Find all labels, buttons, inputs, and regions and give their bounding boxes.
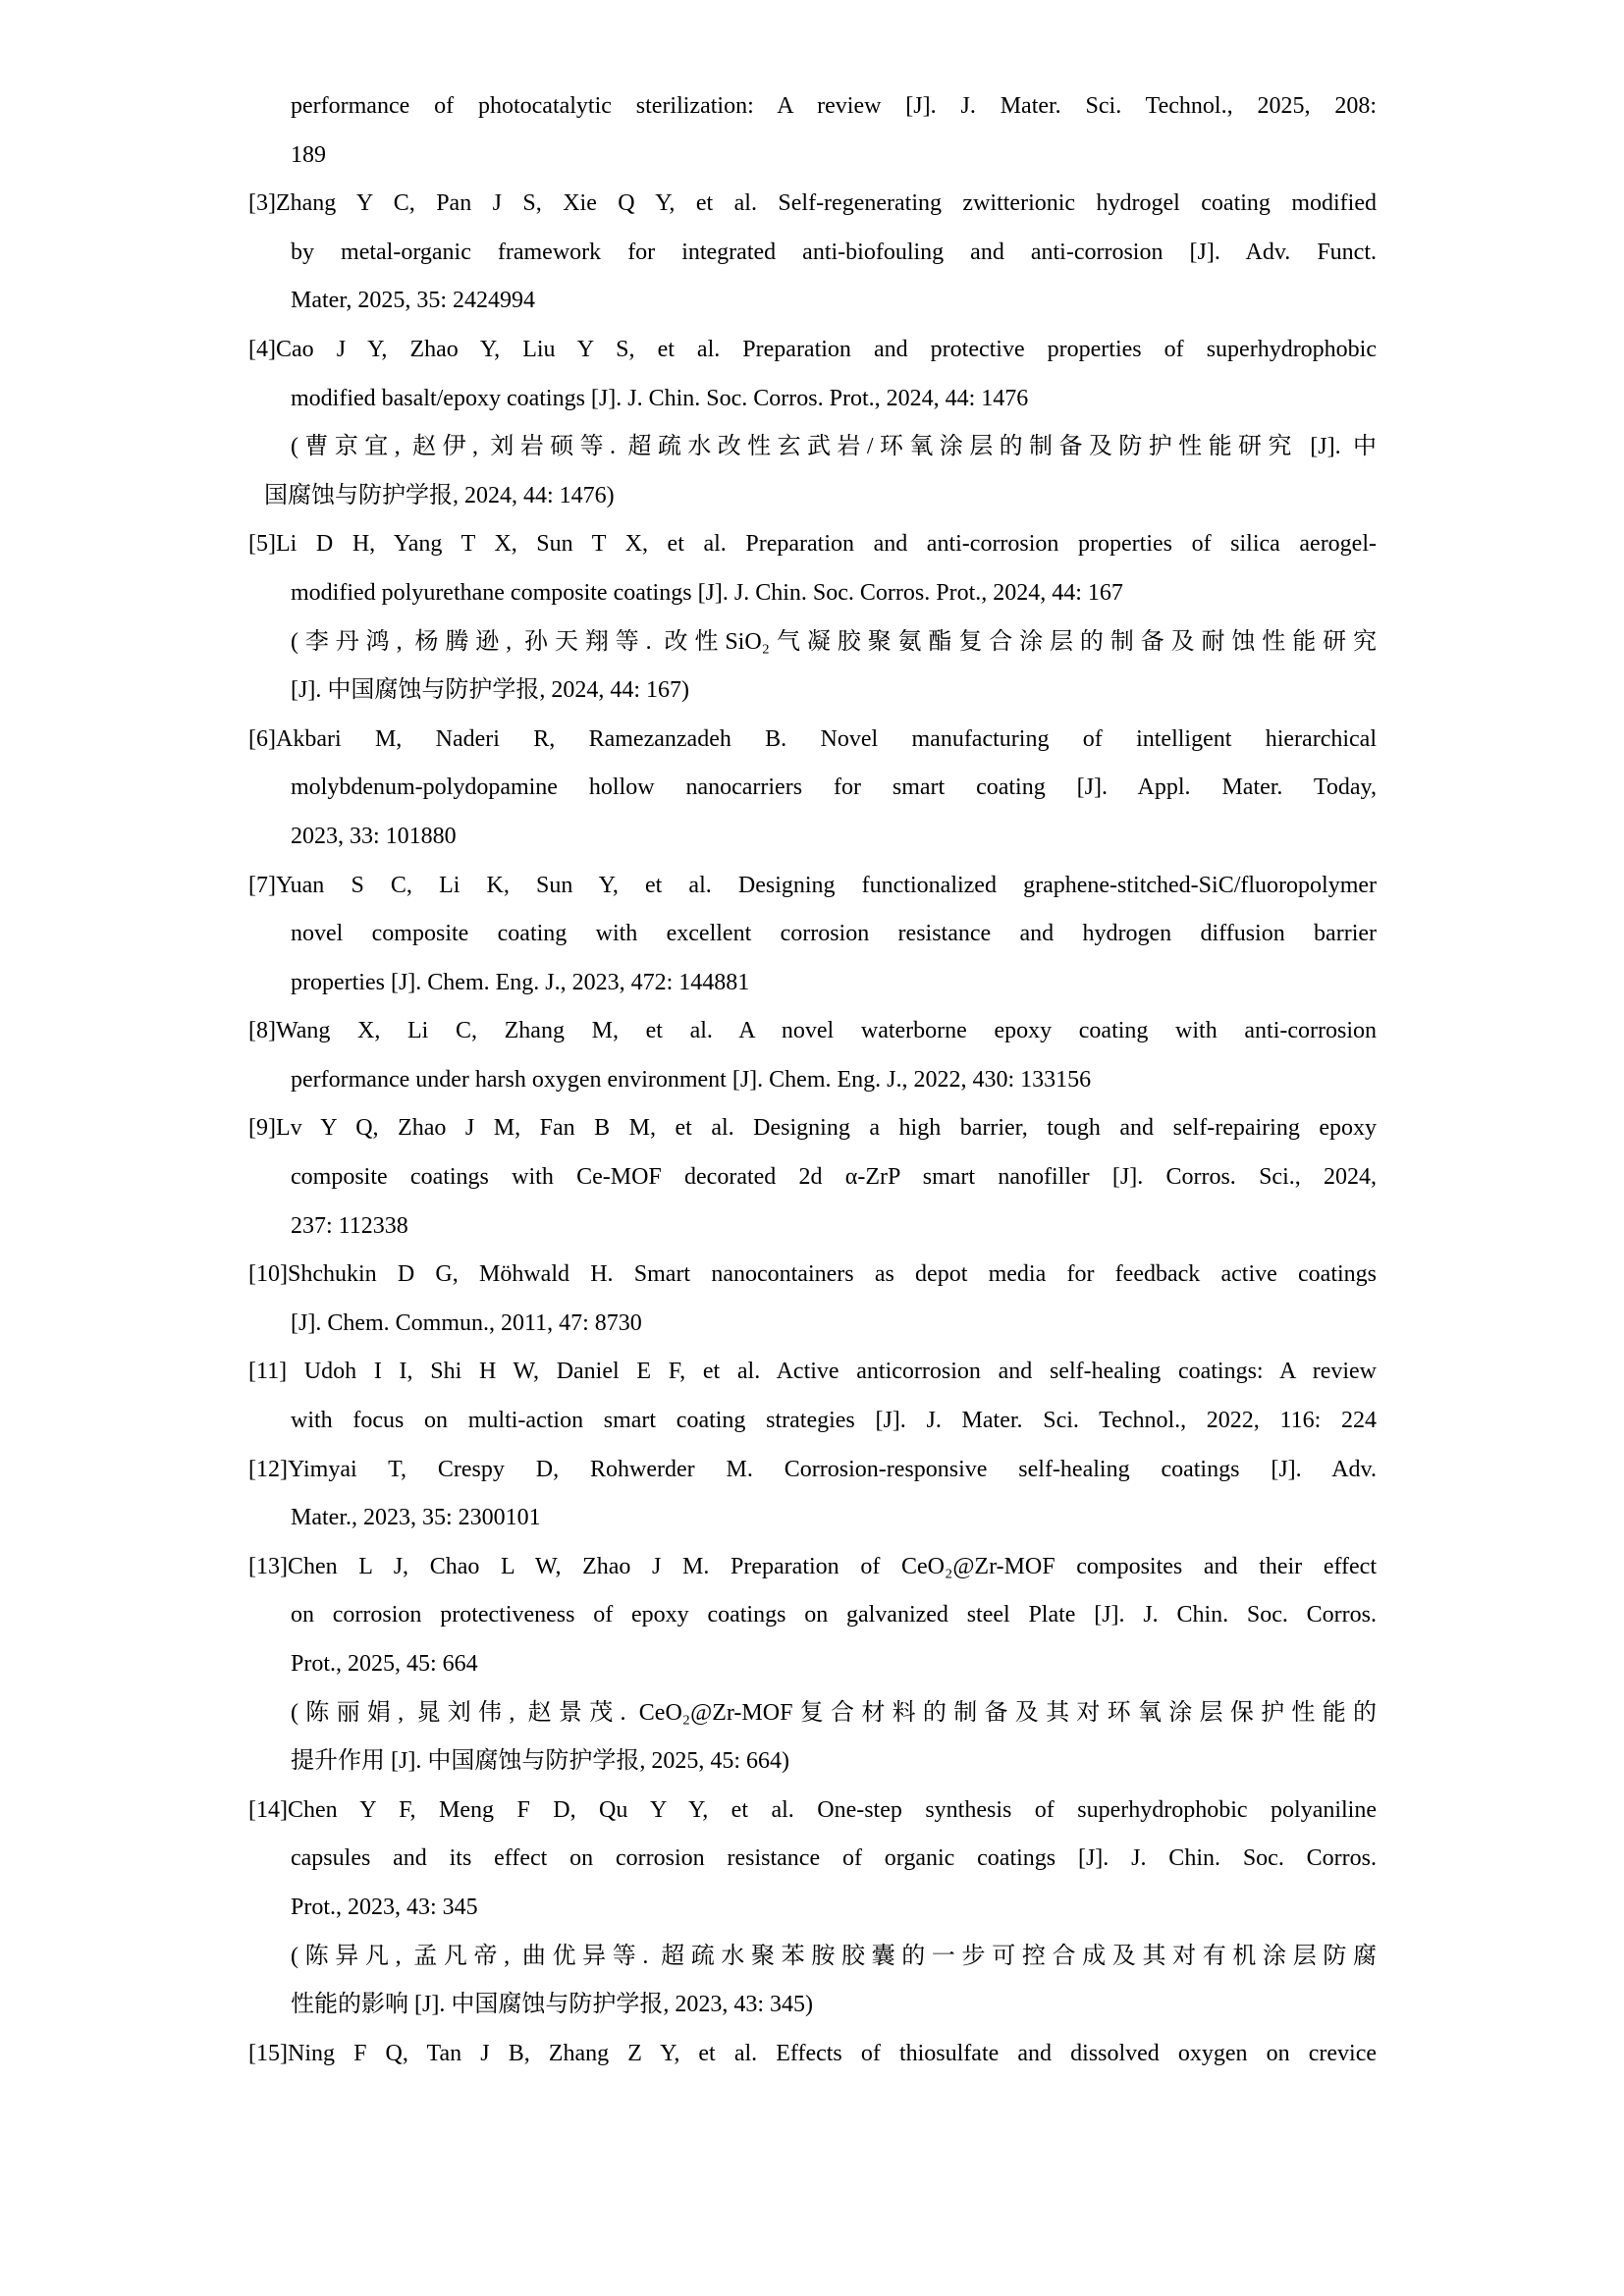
reference-line: [6]Akbari M, Naderi R, Ramezanzadeh B. Novel manufacturing of intelligent hierarchical — [248, 725, 1377, 752]
reference-item — [248, 180, 1377, 326]
reference-item — [248, 1251, 1377, 1348]
reference-item — [248, 716, 1377, 862]
reference-line: 189 — [291, 141, 326, 168]
reference-item — [248, 1787, 1377, 2030]
reference-item — [248, 326, 1377, 520]
reference-line: modified basalt/epoxy coatings [J]. J. Chin. Soc. Corros. Prot., 2024, 44: 1476 — [291, 385, 1029, 411]
reference-item — [248, 520, 1377, 715]
reference-line: [13]Chen L J, Chao L W, Zhao J M. Preparation of CeO₂@Zr-MOF composites and their effect — [248, 1553, 1377, 1579]
reference-line: 2023, 33: 101880 — [291, 823, 457, 849]
reference-line: (陈异凡, 孟凡帝, 曲优异等. 超疏水聚苯胺胶囊的一步可控合成及其对有机涂层防腐 — [291, 1943, 1377, 1969]
reference-line: Mater, 2025, 35: 2424994 — [291, 288, 536, 314]
reference-line: Prot., 2025, 45: 664 — [291, 1651, 478, 1677]
reference-line: [12]Yimyai T, Crespy D, Rohwerder M. Corrosion-responsive self-healing coatings [J]. Adv. — [248, 1456, 1377, 1482]
reference-line: [3]Zhang Y C, Pan J S, Xie Q Y, et al. Self-regenerating zwitterionic hydrogel coating modified — [248, 190, 1377, 217]
reference-line: molybdenum-polydopamine hollow nanocarriers for smart coating [J]. Appl. Mater. Today, — [291, 774, 1377, 801]
reference-line: [9]Lv Y Q, Zhao J M, Fan B M, et al. Designing a high barrier, tough and self-repairing epoxy — [248, 1115, 1377, 1142]
reference-line: [14]Chen Y F, Meng F D, Qu Y Y, et al. One-step synthesis of superhydrophobic polyaniline — [248, 1796, 1377, 1823]
reference-line: Prot., 2023, 43: 345 — [291, 1894, 478, 1920]
reference-line: (李丹鸿, 杨腾逊, 孙天翔等. 改性SiO₂气凝胶聚氨酯复合涂层的制备及耐蚀性能研究 — [291, 628, 1377, 655]
reference-line: with focus on multi-action smart coating strategies [J]. J. Mater. Sci. Technol., 2022, 116: 224 — [291, 1408, 1377, 1434]
references-list — [248, 82, 1377, 2078]
reference-line: properties [J]. Chem. Eng. J., 2023, 472: 144881 — [291, 969, 750, 995]
reference-line: 237: 112338 — [291, 1212, 408, 1239]
reference-item — [248, 1348, 1377, 1445]
reference-line: capsules and its effect on corrosion resistance of organic coatings [J]. J. Chin. Soc. Corros. — [291, 1845, 1377, 1872]
reference-line: [8]Wang X, Li C, Zhang M, et al. A novel waterborne epoxy coating with anti-corrosion — [248, 1018, 1377, 1044]
reference-line: [4]Cao J Y, Zhao Y, Liu Y S, et al. Preparation and protective properties of superhydrophobic — [248, 336, 1377, 362]
reference-item — [248, 862, 1377, 1008]
reference-line: [5]Li D H, Yang T X, Sun T X, et al. Preparation and anti-corrosion properties of silica aerogel- — [248, 531, 1377, 558]
reference-line: novel composite coating with excellent corrosion resistance and hydrogen diffusion barrier — [291, 921, 1377, 947]
reference-line: 国腐蚀与防护学报, 2024, 44: 1476) — [264, 482, 615, 508]
reference-line: performance under harsh oxygen environment [J]. Chem. Eng. J., 2022, 430: 133156 — [291, 1066, 1092, 1093]
reference-line: composite coatings with Ce-MOF decorated 2d α-ZrP smart nanofiller [J]. Corros. Sci., 2024, — [291, 1164, 1377, 1191]
reference-item — [248, 2030, 1377, 2079]
reference-item — [248, 1446, 1377, 1543]
reference-line: [10]Shchukin D G, Möhwald H. Smart nanocontainers as depot media for feedback active coatings — [248, 1261, 1377, 1288]
reference-item — [248, 82, 1377, 180]
reference-line: modified polyurethane composite coatings [J]. J. Chin. Soc. Corros. Prot., 2024, 44: 167 — [291, 579, 1123, 606]
reference-line: Mater., 2023, 35: 2300101 — [291, 1505, 541, 1531]
reference-line: (曹京宜, 赵伊, 刘岩硕等. 超疏水改性玄武岩/环氧涂层的制备及防护性能研究 [J]. 中 — [291, 434, 1377, 460]
reference-line: [J]. Chem. Commun., 2011, 47: 8730 — [291, 1309, 642, 1336]
reference-item — [248, 1104, 1377, 1251]
reference-line: by metal-organic framework for integrated anti-biofouling and anti-corrosion [J]. Adv. Funct. — [291, 239, 1377, 265]
reference-item — [248, 1007, 1377, 1104]
reference-line: 提升作用 [J]. 中国腐蚀与防护学报, 2025, 45: 664) — [291, 1748, 789, 1775]
reference-line: [7]Yuan S C, Li K, Sun Y, et al. Designing functionalized graphene-stitched-SiC/fluoropolymer — [248, 872, 1377, 898]
reference-line: [J]. 中国腐蚀与防护学报, 2024, 44: 167) — [291, 677, 689, 704]
reference-line: (陈丽娟, 晁刘伟, 赵景茂. CeO₂@Zr-MOF复合材料的制备及其对环氧涂层保护性能的 — [291, 1699, 1377, 1726]
reference-item — [248, 1543, 1377, 1787]
reference-line: 性能的影响 [J]. 中国腐蚀与防护学报, 2023, 43: 345) — [291, 1992, 813, 2018]
reference-line: performance of photocatalytic sterilization: A review [J]. J. Mater. Sci. Technol., 2025, 208: — [291, 93, 1377, 119]
reference-line: on corrosion protectiveness of epoxy coatings on galvanized steel Plate [J]. J. Chin. Soc. Corros. — [291, 1602, 1377, 1629]
reference-line: [11] Udoh I I, Shi H W, Daniel E F, et al. Active anticorrosion and self-healing coatings: A review — [248, 1359, 1377, 1385]
reference-line: [15]Ning F Q, Tan J B, Zhang Z Y, et al. Effects of thiosulfate and dissolved oxygen on crevice — [248, 2040, 1377, 2066]
